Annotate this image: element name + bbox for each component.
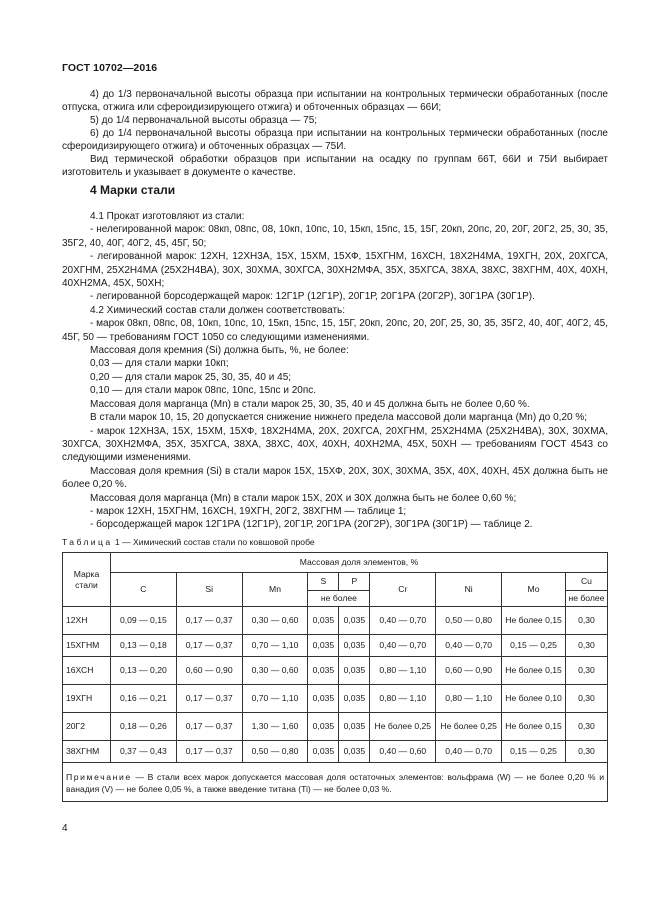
paragraph: Массовая доля марганца (Mn) в стали марок 25, 30, 35, 40 и 45 должна быть не более 0,60 %. [90, 398, 530, 410]
cell-p: 0,035 [339, 741, 370, 763]
chemical-composition-table [62, 552, 608, 802]
cell-ni: 0,60 — 0,90 [436, 657, 502, 685]
paragraph: 4) до 1/3 первоначальной высоты образца при испытании на контрольных термически обработанных (после отпуска, отжига или сфероидизирующего отжига) и обточенных образцах — 66И; [62, 89, 608, 113]
table-row [63, 713, 608, 741]
cell-cu: 0,30 [565, 685, 607, 713]
cell-si: 0,17 — 0,37 [176, 635, 242, 657]
cell-cu: 0,30 [565, 635, 607, 657]
paragraph: В стали марок 10, 15, 20 допускается снижение нижнего предела массовой доли марганца (Mn) до 0,20 %; [90, 412, 588, 424]
cell-mo: Не более 0,15 [502, 713, 566, 741]
cell-cu: 0,30 [565, 713, 607, 741]
note-label: Примечание [66, 772, 132, 782]
cell-cr: 0,80 — 1,10 [370, 685, 436, 713]
intro-text [62, 88, 608, 179]
subheader-not-more-sp: не более [308, 591, 370, 607]
paragraph: - марок 08кп, 08пс, 08, 10кп, 10пс, 10, 15кп, 15пс, 15, 15Г, 20кп, 20пс, 20, 20Г, 25, 30, 35, 35Г2, 40, 40Г, 40Г2, 45, 45Г, 50 — требованиям ГОСТ 1050 со следующими изменениями. [62, 318, 608, 343]
page-number: 4 [62, 823, 68, 834]
cell-p: 0,035 [339, 713, 370, 741]
table-row [63, 607, 608, 635]
cell-ni: 0,40 — 0,70 [436, 741, 502, 763]
cell-grade: 16ХСН [63, 657, 111, 685]
subheader-not-more-cu: не более [565, 591, 607, 607]
table-caption-label: Таблица [62, 537, 113, 547]
cell-s: 0,035 [308, 657, 339, 685]
cell-ni: 0,80 — 1,10 [436, 685, 502, 713]
column-header-mass-fraction: Массовая доля элементов, % [110, 553, 607, 573]
cell-c: 0,18 — 0,26 [110, 713, 176, 741]
paragraph: 0,10 — для стали марок 08пс, 10пс, 15пс и 20пс. [90, 385, 317, 397]
cell-mo: Не более 0,15 [502, 657, 566, 685]
column-header-mo: Mo [502, 573, 566, 607]
cell-grade: 38ХГНМ [63, 741, 111, 763]
table-note [63, 763, 608, 802]
column-header-grade: Марка стали [63, 553, 111, 607]
cell-cr: 0,40 — 0,60 [370, 741, 436, 763]
cell-s: 0,035 [308, 635, 339, 657]
cell-cr: Не более 0,25 [370, 713, 436, 741]
document-header: ГОСТ 10702—2016 [62, 62, 158, 74]
column-header-ni: Ni [436, 573, 502, 607]
cell-c: 0,13 — 0,20 [110, 657, 176, 685]
cell-mn: 0,70 — 1,10 [242, 635, 308, 657]
paragraph: - нелегированной марок: 08кп, 08пс, 08, 10кп, 10пс, 10, 15кп, 15пс, 15, 15Г, 20кп, 20пс, 20, 20Г, 20Г2, 25, 30, 35, 35Г2, 40, 40Г, 40Г2, 45, 45Г, 50; [62, 224, 608, 249]
cell-mo: Не более 0,10 [502, 685, 566, 713]
table-row [63, 635, 608, 657]
table-note-row [63, 763, 608, 802]
cell-c: 0,37 — 0,43 [110, 741, 176, 763]
table-caption-text: 1 — Химический состав стали по ковшовой пробе [114, 537, 315, 547]
cell-ni: Не более 0,25 [436, 713, 502, 741]
cell-s: 0,035 [308, 685, 339, 713]
cell-mo: Не более 0,15 [502, 607, 566, 635]
cell-cu: 0,30 [565, 741, 607, 763]
cell-cu: 0,30 [565, 657, 607, 685]
paragraph: - марок 12ХН, 15ХГНМ, 16ХСН, 19ХГН, 20Г2, 38ХГНМ — таблице 1; [90, 505, 407, 517]
cell-grade: 12ХН [63, 607, 111, 635]
cell-grade: 15ХГНМ [63, 635, 111, 657]
cell-c: 0,16 — 0,21 [110, 685, 176, 713]
cell-ni: 0,50 — 0,80 [436, 607, 502, 635]
cell-p: 0,035 [339, 635, 370, 657]
table-row [63, 657, 608, 685]
paragraph: Массовая доля марганца (Mn) в стали марок 15Х, 20Х и 30Х должна быть не более 0,60 %; [90, 492, 517, 504]
paragraph: - марок 12ХН3А, 15Х, 15ХМ, 15ХФ, 18Х2Н4МА, 20Х, 20ХГСА, 20ХГНМ, 25Х2Н4МА (25Х2Н4ВА), 30Х, 30ХМА, 30ХГСА, 30ХН2МФА, 35Х, 35ХГСА, 38ХА, 38ХС, 40Х, 40ХН, 40ХН2МА, 45Х, 50ХН — требованиям ГОСТ 4543 со следующими изменениями. [62, 425, 608, 464]
cell-p: 0,035 [339, 607, 370, 635]
cell-c: 0,09 — 0,15 [110, 607, 176, 635]
cell-c: 0,13 — 0,18 [110, 635, 176, 657]
paragraph: - легированной марок: 12ХН, 12ХН3А, 15Х, 15ХМ, 15ХФ, 15ХГНМ, 16ХСН, 18Х2Н4МА, 19ХГН, 20Х, 20ХГСА, 20ХГНМ, 25Х2Н4МА (25Х2Н4ВА), 30Х, 30ХМА, 30ХГСА, 30ХН2МФА, 35Х, 35ХГСА, 38ХА, 38ХС, 38ХГНМ, 40Х, 40ХН, 40ХН2МА, 45Х, 50ХН; [62, 251, 608, 290]
column-header-p: P [339, 573, 370, 591]
table-row [63, 741, 608, 763]
cell-mn: 0,50 — 0,80 [242, 741, 308, 763]
column-header-si: Si [176, 573, 242, 607]
paragraph: - борсодержащей марок 12Г1РА (12Г1Р), 20Г1Р, 20Г1РА (20Г2Р), 30Г1РА (30Г1Р) — таблице 2. [90, 519, 533, 531]
column-header-cu: Cu [565, 573, 607, 591]
cell-mn: 1,30 — 1,60 [242, 713, 308, 741]
paragraph: Вид термической обработки образцов при испытании на осадку по группам 66Т, 66И и 75И выбирает изготовитель и указывает в документе о качестве. [62, 154, 608, 178]
paragraph: 5) до 1/4 первоначальной высоты образца — 75; [90, 115, 318, 126]
cell-si: 0,17 — 0,37 [176, 685, 242, 713]
paragraph: 4.2 Химический состав стали должен соответствовать: [90, 304, 346, 316]
section-heading: 4 Марки стали [90, 183, 176, 197]
paragraph: 4.1 Прокат изготовляют из стали: [90, 211, 245, 222]
paragraph: 0,20 — для стали марок 25, 30, 35, 40 и 45; [90, 371, 292, 383]
cell-mn: 0,30 — 0,60 [242, 657, 308, 685]
paragraph: - легированной борсодержащей марок: 12Г1Р (12Г1Р), 20Г1Р, 20Г1РА (20Г2Р), 30Г1РА (30Г1Р). [90, 291, 535, 303]
cell-ni: 0,40 — 0,70 [436, 635, 502, 657]
section-text [62, 210, 608, 532]
cell-s: 0,035 [308, 607, 339, 635]
cell-cr: 0,40 — 0,70 [370, 607, 436, 635]
cell-mn: 0,70 — 1,10 [242, 685, 308, 713]
cell-cr: 0,80 — 1,10 [370, 657, 436, 685]
cell-mo: 0,15 — 0,25 [502, 741, 566, 763]
paragraph: Массовая доля кремния (Si) должна быть, %, не более: [90, 345, 349, 357]
column-header-s: S [308, 573, 339, 591]
cell-s: 0,035 [308, 741, 339, 763]
cell-p: 0,035 [339, 657, 370, 685]
cell-si: 0,17 — 0,37 [176, 713, 242, 741]
cell-mn: 0,30 — 0,60 [242, 607, 308, 635]
paragraph: 0,03 — для стали марки 10кп; [90, 358, 229, 370]
paragraph: 6) до 1/4 первоначальной высоты образца при испытании на контрольных термически обработанных (после сфероидизирующего отжига) и обточенных образцах — 75И. [62, 128, 608, 152]
column-header-c: C [110, 573, 176, 607]
paragraph: Массовая доля кремния (Si) в стали марок 15Х, 15ХФ, 20Х, 30Х, 30ХМА, 35Х, 40Х, 40ХН, 45Х должна быть не более 0,20 %. [62, 465, 608, 491]
cell-cu: 0,30 [565, 607, 607, 635]
note-text: — В стали всех марок допускается массовая доля остаточных элементов: вольфрама (W) — не более 0,20 % и ванадия (V) — не более 0,05 %, а также введение титана (Ti) — не более 0,03 %. [66, 772, 604, 794]
cell-grade: 19ХГН [63, 685, 111, 713]
cell-grade: 20Г2 [63, 713, 111, 741]
cell-p: 0,035 [339, 685, 370, 713]
column-header-mn: Mn [242, 573, 308, 607]
cell-cr: 0,40 — 0,70 [370, 635, 436, 657]
cell-s: 0,035 [308, 713, 339, 741]
cell-si: 0,17 — 0,37 [176, 607, 242, 635]
column-header-cr: Cr [370, 573, 436, 607]
table-row [63, 685, 608, 713]
cell-si: 0,60 — 0,90 [176, 657, 242, 685]
table-caption [62, 537, 315, 547]
cell-si: 0,17 — 0,37 [176, 741, 242, 763]
cell-mo: 0,15 — 0,25 [502, 635, 566, 657]
